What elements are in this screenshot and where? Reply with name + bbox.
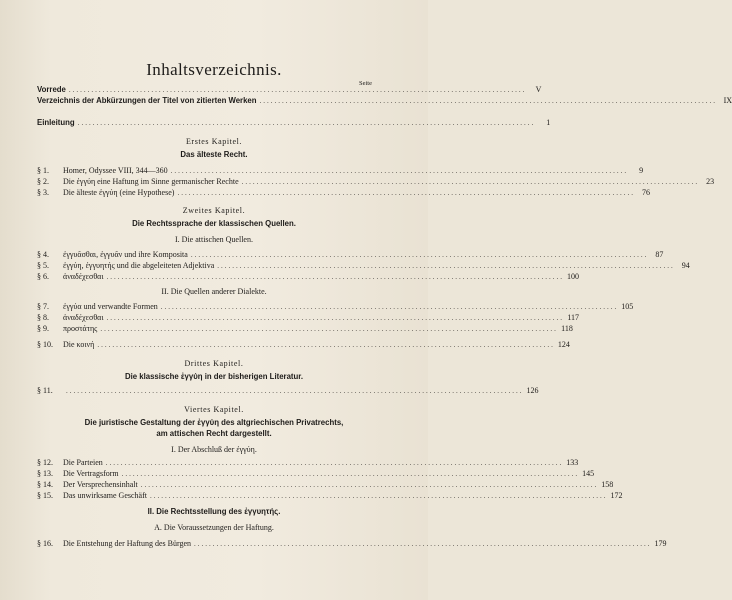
section-title: I. Der Abschluß der ἐγγύη. (171, 445, 257, 454)
toc-entry-page: 23 (706, 177, 715, 186)
leader-dots: .......................................................................................................................... (170, 167, 629, 175)
section-number: § 14. (37, 480, 53, 489)
toc-entry-title: Vorrede (37, 85, 66, 94)
chapter-label: Erstes Kapitel. (185, 137, 243, 146)
section-title: II. Die Rechtsstellung des ἐγγυητής. (147, 507, 281, 516)
section-number: § 15. (37, 491, 53, 500)
toc-entry-page: 100 (567, 272, 580, 281)
toc-entry (37, 271, 580, 283)
leader-dots: .......................................................................................................................... (241, 178, 700, 186)
toc-entry-title: ἐγγύα und verwandte Formen (63, 302, 158, 311)
toc-entry-page: 145 (582, 469, 595, 478)
toc-entry-title: Der Versprechensinhalt (63, 480, 138, 489)
toc-entry-title: Die Vertragsform (63, 469, 119, 478)
toc-entry-page: 118 (561, 324, 573, 333)
toc-entry-title: Die Parteien (63, 458, 103, 467)
toc-entry (37, 385, 539, 397)
section-number: § 2. (37, 177, 49, 186)
section-number: § 13. (37, 469, 53, 478)
toc-entry-title: Die Entstehung der Haftung des Bürgen (63, 539, 192, 548)
section-number: § 4. (37, 250, 49, 259)
section-number: § 3. (37, 188, 49, 197)
chapter-title: Die juristische Gestaltung der ἐγγύη des altgriechischen Privatrechts, (84, 418, 344, 427)
leader-dots: .......................................................................................................................... (160, 303, 619, 311)
leader-dots: .......................................................................................................................... (194, 540, 652, 548)
toc-entry-page: 172 (610, 491, 623, 500)
toc-entry-title: Die κοινή (63, 340, 95, 349)
leader-dots: .......................................................................................................................... (68, 86, 527, 94)
toc-entry-page: 133 (566, 458, 579, 467)
leader-dots: .......................................................................................................................... (121, 470, 580, 478)
leader-dots: .......................................................................................................................... (177, 189, 635, 197)
toc-entry-page: 94 (681, 261, 690, 270)
toc-entry-title: ἐγγυᾶσθαι, ἐγγυᾶν und ihre Komposita (63, 250, 188, 259)
toc-entry (37, 339, 570, 351)
toc-entry-title: Homer, Odyssee VIII, 344—360 (63, 166, 168, 175)
section-number: § 5. (37, 261, 49, 270)
toc-entry-title: Verzeichnis der Abkürzungen der Titel von zitierten Werken (37, 96, 257, 105)
section-number: § 6. (37, 272, 49, 281)
section-number: § 1. (37, 166, 49, 175)
toc-entry-page: 117 (567, 313, 580, 322)
chapter-title: Die klassische ἐγγύη in der bisherigen Literatur. (124, 372, 304, 381)
toc-entry-title: Die ἐγγύη eine Haftung im Sinne germanischer Rechte (63, 177, 239, 186)
toc-entry-page: IX (723, 96, 732, 105)
leader-dots: .......................................................................................................................... (140, 481, 599, 489)
toc-entry-page: 126 (526, 386, 539, 395)
section-number: § 12. (37, 458, 53, 467)
section-number: § 10. (37, 340, 53, 349)
leader-dots: .......................................................................................................................... (77, 119, 536, 127)
chapter-label: Drittes Kapitel. (184, 359, 244, 368)
leader-dots: .......................................................................................................................... (106, 273, 565, 281)
leader-dots: .......................................................................................................................... (66, 387, 524, 395)
section-number: § 16. (37, 539, 53, 548)
toc-entry (37, 187, 650, 199)
toc-entry-page: 76 (641, 188, 650, 197)
chapter-label: Zweites Kapitel. (182, 206, 246, 215)
toc-entry-page: 9 (639, 166, 644, 175)
toc-entry-title: προστάτης (63, 324, 98, 333)
toc-entry-title: ἐγγύη, ἐγγυητής und die abgeleiteten Adjektiva (63, 261, 215, 270)
toc-entry-page: 158 (601, 480, 614, 489)
toc-entry (37, 490, 623, 502)
chapter-title-continued: am attischen Recht dargestellt. (156, 429, 272, 438)
section-number: § 9. (37, 324, 49, 333)
chapter-label: Viertes Kapitel. (184, 405, 244, 414)
chapter-title: Das älteste Recht. (180, 150, 248, 159)
leader-dots: .......................................................................................................................... (100, 325, 558, 333)
toc-entry-title: ἀναδέχεσθαι (63, 272, 104, 281)
leader-dots: .......................................................................................................................... (149, 492, 608, 500)
toc-entry-page: 1 (546, 118, 551, 127)
toc-entry-title: ἀναδέχεσθαι (63, 313, 104, 322)
toc-entry-einleitung (37, 117, 551, 129)
leader-dots: .......................................................................................................................... (106, 314, 565, 322)
subsection-title: A. Die Voraussetzungen der Haftung. (154, 523, 274, 532)
toc-entry-page: 124 (557, 340, 570, 349)
section-number: § 7. (37, 302, 49, 311)
section-number: § 8. (37, 313, 49, 322)
leader-dots: .......................................................................................................................... (190, 251, 649, 259)
toc-entry-page: 87 (655, 250, 664, 259)
toc-entry-title: Das unwirksame Geschäft (63, 491, 147, 500)
toc-entry-title: Die älteste ἐγγύη (eine Hypothese) (63, 188, 175, 197)
toc-entry (37, 538, 667, 550)
leader-dots: .......................................................................................................................... (97, 341, 555, 349)
chapter-title: Die Rechtssprache der klassischen Quellen. (132, 219, 296, 228)
leader-dots: .......................................................................................................................... (259, 97, 718, 105)
section-title: I. Die attischen Quellen. (175, 235, 253, 244)
page-title: Inhaltsverzeichnis. (146, 60, 282, 79)
leader-dots: .......................................................................................................................... (105, 459, 564, 467)
toc-entry-page: 105 (621, 302, 634, 311)
toc-entry-page: V (535, 85, 542, 94)
toc-entry (37, 323, 573, 335)
section-number: § 11. (37, 386, 53, 395)
page-column-label: Seite (359, 80, 372, 87)
toc-entry-title: Einleitung (37, 118, 75, 127)
leader-dots: .......................................................................................................................... (217, 262, 675, 270)
toc-entry-abkuerzungen (37, 95, 732, 107)
section-title: II. Die Quellen anderer Dialekte. (161, 287, 267, 296)
toc-entry-page: 179 (654, 539, 667, 548)
